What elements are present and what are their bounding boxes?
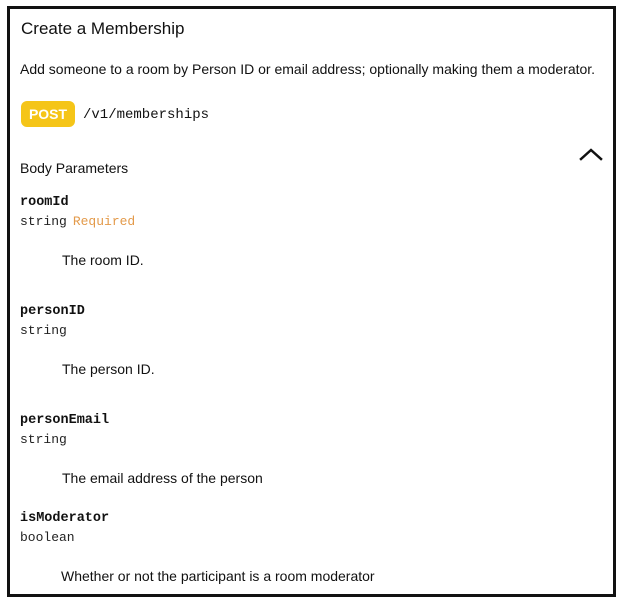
http-method-badge: POST xyxy=(21,101,75,127)
page-description: Add someone to a room by Person ID or email address; optionally making them a moderator. xyxy=(20,61,596,77)
param-type: boolean xyxy=(20,530,75,545)
param-type: string xyxy=(20,432,67,447)
param-description: The person ID. xyxy=(62,361,155,377)
param-type: string xyxy=(20,214,67,229)
param-name: personID xyxy=(20,304,85,319)
param-description: Whether or not the participant is a room moderator xyxy=(61,568,375,584)
param-type: string xyxy=(20,323,67,338)
chevron-up-icon[interactable] xyxy=(576,143,606,165)
param-name: roomId xyxy=(20,195,69,210)
param-description: The email address of the person xyxy=(62,470,263,486)
endpoint-path: /v1/memberships xyxy=(83,107,210,123)
param-type-row xyxy=(20,214,135,229)
page-title: Create a Membership xyxy=(21,19,185,38)
param-description: The room ID. xyxy=(62,252,144,268)
param-name: isModerator xyxy=(20,511,110,526)
param-name: personEmail xyxy=(20,413,110,428)
membership-api-panel xyxy=(7,6,616,597)
required-label: Required xyxy=(72,214,136,229)
section-title: Body Parameters xyxy=(20,160,129,176)
